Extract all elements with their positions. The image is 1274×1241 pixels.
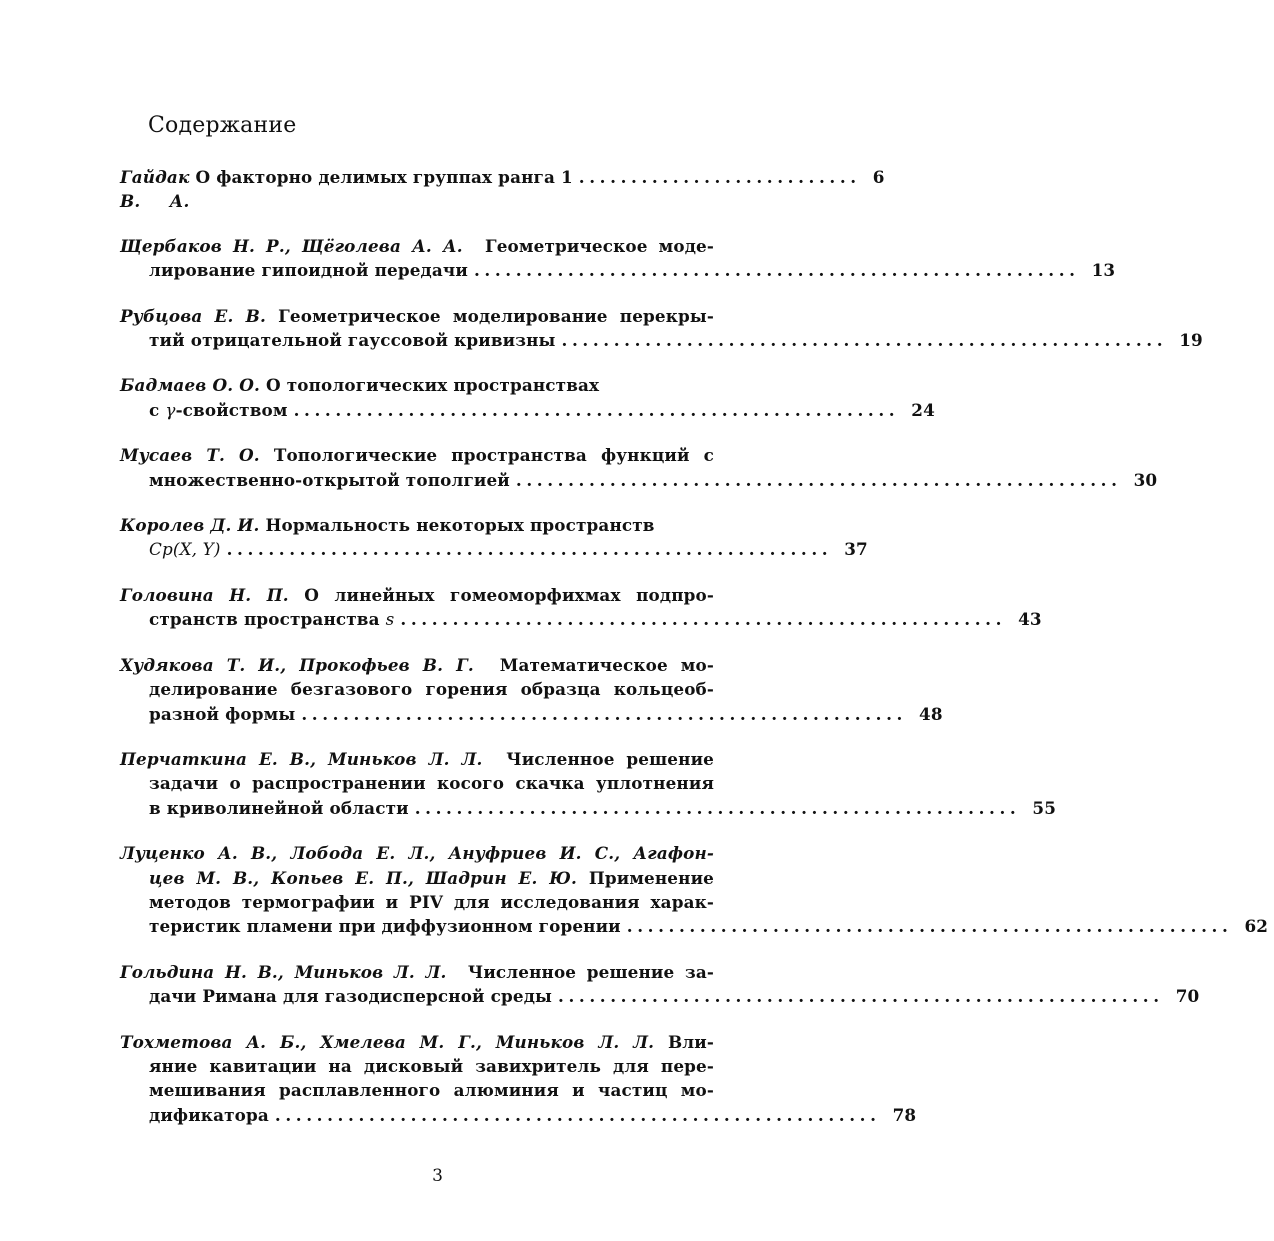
toc-entry-authors-cont: цев М. В., Копьев Е. П., Шадрин Е. Ю. bbox=[149, 867, 578, 888]
toc-entry-authors: Головина Н. П. bbox=[120, 584, 289, 605]
toc-entry-page: 55 bbox=[1032, 797, 1057, 818]
math-gamma: γ bbox=[165, 399, 176, 420]
toc-entry-title: Вли- bbox=[667, 1031, 714, 1052]
toc-entry[interactable] bbox=[120, 165, 885, 214]
toc-entry-title-cont: яние кавитации на дисковый завихритель для пере- bbox=[149, 1055, 714, 1076]
toc-entry-title-cont: дификатора bbox=[149, 1104, 269, 1125]
toc-entry-title-cont: мешивания расплавленного алюминия и частиц мо- bbox=[149, 1080, 714, 1101]
toc-entry[interactable] bbox=[120, 513, 868, 562]
toc-entry-authors: Худякова Т. И., Прокофьев В. Г. bbox=[120, 654, 474, 675]
toc-entry-page: 37 bbox=[844, 539, 868, 560]
toc-entry-page: 62 bbox=[1244, 916, 1269, 937]
toc-heading: Содержание bbox=[148, 113, 297, 138]
toc-entry-page: 24 bbox=[911, 399, 935, 420]
toc-entry-authors: Тохметова А. Б., Хмелева М. Г., Миньков Л. Л. bbox=[120, 1031, 655, 1052]
toc-entry-title-cont: странств пространства s bbox=[149, 609, 395, 630]
dot-leader: .......................................................... bbox=[400, 609, 1007, 630]
toc-list bbox=[120, 165, 1269, 1127]
toc-entry-title: Топологические пространства функций с bbox=[273, 445, 714, 466]
toc-entry-title-cont: множественно-открытой тополгией bbox=[149, 469, 510, 490]
toc-entry-page: 13 bbox=[1091, 260, 1116, 281]
toc-entry-title-cont: теристик пламени при диффузионном горении bbox=[149, 916, 621, 937]
toc-entry-title: О линейных гомеоморфихмах подпро- bbox=[304, 584, 714, 605]
toc-entry[interactable] bbox=[120, 443, 1158, 492]
page-number: 3 bbox=[432, 1166, 443, 1186]
dot-leader: .......................................................... bbox=[293, 399, 900, 420]
toc-entry[interactable] bbox=[120, 304, 1203, 353]
toc-entry-page: 6 bbox=[872, 167, 885, 187]
toc-entry-authors: Луценко А. В., Лобода Е. Л., Ануфриев И. С., Агафон- bbox=[120, 843, 714, 864]
toc-entry-page: 70 bbox=[1175, 986, 1200, 1007]
toc-entry-authors: Мусаев Т. О. bbox=[120, 445, 260, 466]
math-s: s bbox=[385, 609, 395, 630]
toc-entry-title: Численное решение bbox=[506, 748, 714, 769]
dot-leader: ........................... bbox=[578, 167, 861, 187]
toc-entry-title-cont: задачи о распространении косого скачка уплотнения bbox=[149, 773, 714, 794]
toc-entry[interactable] bbox=[120, 960, 1200, 1009]
toc-entry-title-cont: лирование гипоидной передачи bbox=[149, 260, 468, 281]
toc-entry-title-cont: методов термографии и PIV для исследования харак- bbox=[149, 891, 714, 912]
toc-entry[interactable] bbox=[120, 1030, 917, 1128]
toc-entry[interactable] bbox=[120, 373, 935, 422]
toc-entry-title: О факторно делимых группах ранга 1 bbox=[195, 167, 573, 187]
toc-entry-title-cont: дачи Римана для газодисперсной среды bbox=[149, 986, 553, 1007]
toc-entry-page: 43 bbox=[1018, 609, 1042, 630]
toc-entry-title: Применение bbox=[588, 867, 714, 888]
dot-leader: .......................................................... bbox=[226, 539, 833, 560]
toc-entry-title-cont: разной формы bbox=[149, 703, 296, 724]
toc-entry-authors: Перчаткина Е. В., Миньков Л. Л. bbox=[120, 748, 483, 769]
toc-entry-page: 19 bbox=[1179, 330, 1203, 351]
toc-entry[interactable] bbox=[120, 747, 1057, 820]
toc-entry[interactable] bbox=[120, 583, 1042, 632]
toc-entry[interactable] bbox=[120, 653, 943, 726]
toc-entry-authors: Бадмаев О. О. bbox=[120, 375, 260, 396]
toc-entry[interactable] bbox=[120, 234, 1116, 283]
toc-entry-title-cont: тий отрицательной гауссовой кривизны bbox=[149, 330, 556, 351]
dot-leader: .......................................................... bbox=[515, 469, 1122, 490]
toc-entry[interactable] bbox=[120, 841, 1269, 939]
toc-entry-authors: Королев Д. И. bbox=[120, 515, 260, 536]
toc-entry-page: 48 bbox=[919, 703, 943, 724]
toc-entry-title: Нормальность некоторых пространств bbox=[265, 515, 655, 536]
toc-entry-title: Геометрическое моде- bbox=[484, 235, 714, 256]
toc-entry-title-cont: с γ-свойством bbox=[149, 399, 288, 420]
dot-leader: .......................................................... bbox=[301, 703, 907, 724]
toc-entry-title: Численное решение за- bbox=[467, 961, 714, 982]
toc-entry-title: Математическое мо- bbox=[499, 654, 714, 675]
dot-leader: .......................................................... bbox=[626, 916, 1233, 937]
dot-leader: .......................................................... bbox=[414, 797, 1021, 818]
dot-leader: .......................................................... bbox=[561, 330, 1168, 351]
dot-leader: .......................................................... bbox=[558, 986, 1164, 1007]
toc-entry-page: 78 bbox=[892, 1104, 917, 1125]
toc-entry-title-cont: Cp(X, Y) bbox=[149, 539, 221, 560]
toc-entry-title-cont: делирование безгазового горения образца кольцеоб- bbox=[149, 679, 714, 700]
toc-entry-authors: Рубцова Е. В. bbox=[120, 305, 266, 326]
toc-entry-page: 30 bbox=[1133, 469, 1158, 490]
toc-entry-authors: Гольдина Н. В., Миньков Л. Л. bbox=[120, 961, 447, 982]
dot-leader: .......................................................... bbox=[274, 1104, 881, 1125]
toc-entry-title: Геометрическое моделирование перекры- bbox=[278, 305, 714, 326]
dot-leader: .......................................................... bbox=[473, 260, 1080, 281]
toc-entry-authors: Щербаков Н. Р., Щёголева А. А. bbox=[120, 235, 463, 256]
toc-entry-title-cont: в криволинейной области bbox=[149, 797, 409, 818]
toc-entry-authors: Гайдак В. А. bbox=[120, 167, 190, 212]
toc-entry-title: О топологических пространствах bbox=[265, 375, 600, 396]
